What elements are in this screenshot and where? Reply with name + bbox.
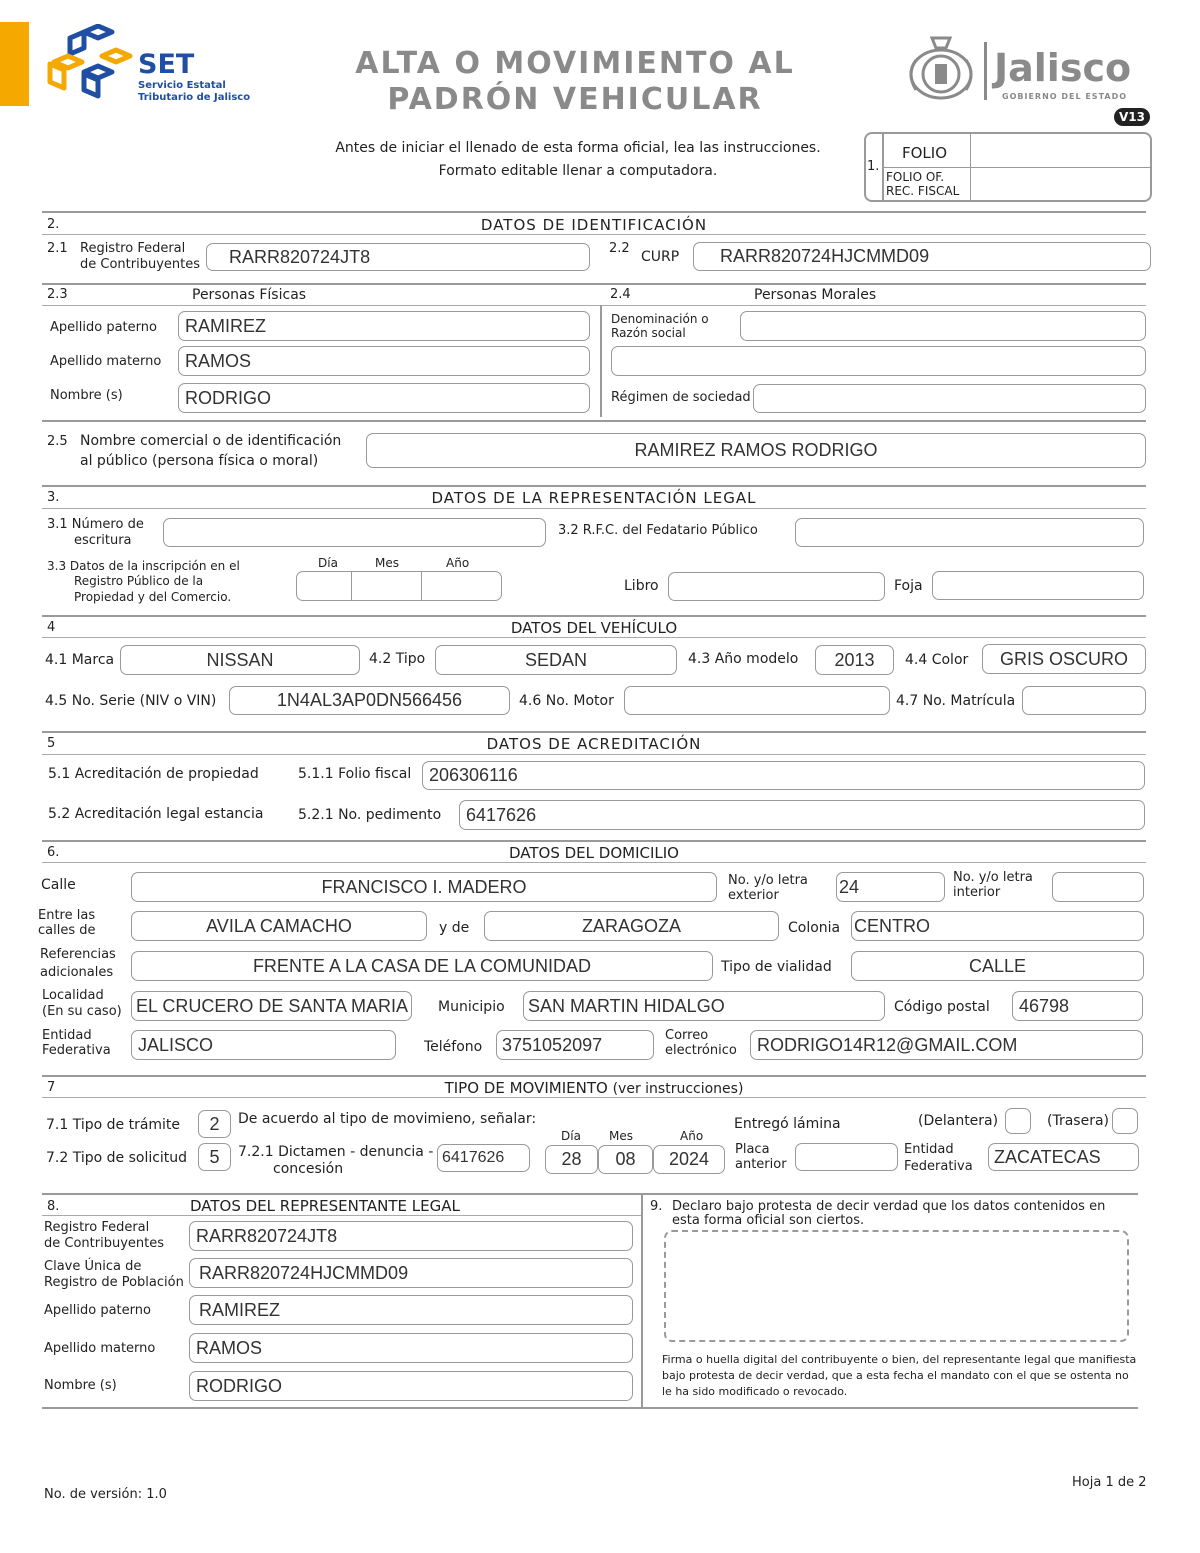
entidad-label-1: Entidad <box>42 1028 92 1043</box>
jalisco-crest-icon <box>902 30 980 106</box>
apellido-paterno-field[interactable]: RAMIREZ <box>178 311 590 341</box>
marca-field[interactable]: NISSAN <box>120 645 360 675</box>
rfc-number: 2.1 <box>47 241 68 256</box>
section-2-rule <box>42 211 1146 213</box>
regimen-field[interactable] <box>753 384 1146 413</box>
rep-apellido-paterno-field[interactable]: RAMIREZ <box>189 1295 633 1325</box>
movimiento-mes-field[interactable]: 08 <box>598 1145 653 1174</box>
libro-field[interactable] <box>668 572 885 601</box>
movimiento-anio-label: Año <box>680 1129 704 1143</box>
acreditacion-propiedad-label: 5.1 Acreditación de propiedad <box>48 766 259 782</box>
rfc-label-1: Registro Federal <box>80 241 186 256</box>
localidad-label-2: (En su caso) <box>42 1004 122 1019</box>
vialidad-field[interactable]: CALLE <box>851 951 1144 981</box>
rep-apellido-materno-label: Apellido materno <box>44 1341 156 1356</box>
telefono-label: Teléfono <box>424 1039 483 1055</box>
acreditacion-estancia-label: 5.2 Acreditación legal estancia <box>48 806 264 822</box>
section-9-number: 9. <box>650 1199 663 1214</box>
exterior-label-1: No. y/o letra <box>728 873 808 888</box>
delantera-checkbox[interactable] <box>1005 1108 1031 1134</box>
personas-fisicas-number: 2.3 <box>47 287 68 302</box>
rep-apellido-materno-field[interactable]: RAMOS <box>189 1333 633 1363</box>
tipo-solicitud-label: 7.2 Tipo de solicitud <box>46 1150 188 1166</box>
folio-input[interactable] <box>972 135 1148 166</box>
placa-label-2: anterior <box>735 1157 787 1172</box>
serie-field[interactable]: 1N4AL3AP0DN566456 <box>229 686 510 715</box>
movimiento-dia-label: Día <box>561 1129 581 1143</box>
nombre-label: Nombre (s) <box>50 388 123 403</box>
foja-label: Foja <box>894 578 923 594</box>
version-number: No. de versión: 1.0 <box>44 1487 167 1502</box>
section-8-number: 8. <box>47 1199 60 1214</box>
rfc-field[interactable]: RARR820724JT8 <box>206 243 590 271</box>
inscripcion-label-2: Registro Público de la <box>74 574 204 588</box>
entre-label-1: Entre las <box>38 908 96 923</box>
tipo-label: 4.2 Tipo <box>369 651 426 667</box>
libro-label: Libro <box>624 578 659 594</box>
section-8-title: DATOS DEL REPRESENTANTE LEGAL <box>190 1197 460 1215</box>
rep-rfc-label-1: Registro Federal <box>44 1220 150 1235</box>
motor-label: 4.6 No. Motor <box>519 693 614 709</box>
personas-fisicas-title: Personas Físicas <box>192 287 307 303</box>
section-7-title-wrap <box>42 1079 1146 1097</box>
pedimento-field[interactable]: 6417626 <box>459 800 1145 830</box>
interior-label-2: interior <box>953 885 1001 900</box>
rep-curp-label-2: Registro de Población <box>44 1275 184 1290</box>
instructions-line-1: Antes de iniciar el llenado de esta forma oficial, lea las instrucciones. <box>335 140 821 156</box>
section-5-title: DATOS DE ACREDITACIÓN <box>486 735 702 753</box>
folio-label: FOLIO <box>902 144 948 162</box>
interior-label-1: No. y/o letra <box>953 870 1033 885</box>
delantera-label: (Delantera) <box>918 1113 999 1129</box>
personas-morales-title: Personas Morales <box>754 287 877 303</box>
exterior-label-2: exterior <box>728 888 779 903</box>
section-7-number: 7 <box>47 1080 56 1095</box>
numero-escritura-field[interactable] <box>163 518 546 547</box>
correo-label-2: electrónico <box>665 1043 737 1058</box>
matricula-field[interactable] <box>1022 686 1146 715</box>
entidad-placa-field[interactable]: ZACATECAS <box>988 1143 1139 1171</box>
movimiento-mes-label: Mes <box>609 1129 633 1143</box>
tipo-solicitud-field[interactable]: 5 <box>198 1143 231 1171</box>
set-subtitle-2: Tributario de Jalisco <box>138 92 251 103</box>
section-3-number: 3. <box>47 490 60 505</box>
jalisco-logo <box>902 30 1142 110</box>
trasera-label: (Trasera) <box>1047 1113 1109 1129</box>
rep-nombre-field[interactable]: RODRIGO <box>189 1371 633 1401</box>
rep-curp-field[interactable]: RARR820724HJCMMD09 <box>189 1258 633 1288</box>
tipo-tramite-field[interactable]: 2 <box>198 1110 231 1138</box>
folio-fiscal-field[interactable]: 206306116 <box>422 761 1145 790</box>
comercial-label-2: al público (persona física o moral) <box>80 453 319 469</box>
curp-number: 2.2 <box>609 241 630 256</box>
jalisco-name: Jalisco <box>994 46 1132 90</box>
regimen-label: Régimen de sociedad <box>611 390 751 405</box>
calle-label: Calle <box>41 877 76 893</box>
rep-rfc-label-2: de Contribuyentes <box>44 1236 164 1251</box>
placa-anterior-field[interactable] <box>795 1143 898 1171</box>
section-3-title: DATOS DE LA REPRESENTACIÓN LEGAL <box>431 489 757 507</box>
municipio-field[interactable]: SAN MARTIN HIDALGO <box>523 991 885 1021</box>
escritura-label-2: escritura <box>74 533 132 548</box>
section-4-title: DATOS DEL VEHÍCULO <box>510 619 678 637</box>
folio-of-label-2: REC. FISCAL <box>886 184 960 198</box>
localidad-label-1: Localidad <box>42 988 104 1003</box>
color-label: 4.4 Color <box>905 652 969 668</box>
section-2-title: DATOS DE IDENTIFICACIÓN <box>480 216 708 234</box>
telefono-field[interactable]: 3751052097 <box>496 1030 654 1060</box>
denominacion-label-1: Denominación o <box>611 312 709 326</box>
instructions-line-2: Formato editable llenar a computadora. <box>438 163 718 179</box>
codigo-postal-label: Código postal <box>894 999 990 1015</box>
folio-fiscal-label: 5.1.1 Folio fiscal <box>298 766 412 782</box>
set-logo <box>44 24 274 114</box>
declaro-line-1: Declaro bajo protesta de decir verdad que los datos contenidos en <box>672 1199 1106 1214</box>
inscripcion-date-field[interactable] <box>296 571 502 601</box>
denominacion-label-2: Razón social <box>611 326 686 340</box>
acuerdo-label: De acuerdo al tipo de movimieno, señalar: <box>238 1111 537 1127</box>
motor-field[interactable] <box>624 686 890 715</box>
form-title-line-2: PADRÓN VEHICULAR <box>387 82 763 117</box>
set-name: SET <box>138 49 195 80</box>
foja-field[interactable] <box>932 571 1144 600</box>
section-2-number: 2. <box>47 217 60 232</box>
tipo-tramite-label: 7.1 Tipo de trámite <box>46 1117 181 1133</box>
firma-note: Firma o huella digital del contribuyente o bien, del representante legal que manifiesta bajo protesta de decir verdad, que a esta fecha el mandato con el que se ostenta no le ha sido modificado o revocado. <box>662 1353 1137 1398</box>
rfc-fedatario-label: 3.2 R.F.C. del Fedatario Público <box>558 523 758 538</box>
entidad-placa-label-2: Federativa <box>904 1159 973 1174</box>
dictamen-label-1: 7.2.1 Dictamen - denuncia - <box>238 1144 434 1160</box>
folio-of-input[interactable] <box>972 169 1148 199</box>
comercial-label-1: Nombre comercial o de identificación <box>80 433 342 449</box>
nombre-field[interactable]: RODRIGO <box>178 383 590 413</box>
rep-curp-label-1: Clave Única de <box>44 1259 142 1274</box>
lamina-label: Entregó lámina <box>734 1116 841 1132</box>
municipio-label: Municipio <box>438 999 505 1015</box>
entre-calle-1-field[interactable]: AVILA CAMACHO <box>131 911 427 941</box>
referencias-field[interactable]: FRENTE A LA CASA DE LA COMUNIDAD <box>131 951 713 981</box>
color-field[interactable]: GRIS OSCURO <box>982 644 1146 674</box>
jalisco-subtitle: GOBIERNO DEL ESTADO <box>1002 92 1128 101</box>
comercial-number: 2.5 <box>47 434 68 449</box>
pedimento-label: 5.2.1 No. pedimento <box>298 807 442 823</box>
inscripcion-anio-label: Año <box>446 556 470 570</box>
movimiento-dia-field[interactable]: 28 <box>545 1145 598 1174</box>
folio-number: 1. <box>867 159 880 174</box>
inscripcion-mes-label: Mes <box>375 556 399 570</box>
correo-label-1: Correo <box>665 1028 709 1043</box>
rep-apellido-paterno-label: Apellido paterno <box>44 1303 151 1318</box>
folio-of-label-1: FOLIO OF. <box>886 170 945 184</box>
section-6-number: 6. <box>47 845 60 860</box>
correo-field[interactable]: RODRIGO14R12@GMAIL.COM <box>750 1030 1143 1060</box>
entidad-field[interactable]: JALISCO <box>131 1030 396 1060</box>
section-7-title-note: (ver instrucciones) <box>612 1081 744 1097</box>
y-de-label: y de <box>439 920 470 936</box>
set-subtitle-1: Servicio Estatal <box>138 80 226 91</box>
curp-field[interactable]: RARR820724HJCMMD09 <box>693 242 1151 271</box>
anio-modelo-label: 4.3 Año modelo <box>688 651 799 667</box>
version-badge: V13 <box>1114 108 1150 126</box>
dictamen-field[interactable]: 6417626 <box>437 1144 530 1172</box>
trasera-checkbox[interactable] <box>1112 1108 1138 1134</box>
apellido-materno-field[interactable]: RAMOS <box>178 346 590 376</box>
personas-morales-number: 2.4 <box>610 287 631 302</box>
entre-calle-2-field[interactable]: ZARAGOZA <box>484 911 779 941</box>
rfc-label-2: de Contribuyentes <box>80 257 200 272</box>
localidad-field[interactable]: EL CRUCERO DE SANTA MARIA <box>131 991 412 1021</box>
rep-nombre-label: Nombre (s) <box>44 1378 117 1393</box>
page-number: Hoja 1 de 2 <box>1072 1475 1147 1490</box>
apellido-materno-label: Apellido materno <box>50 354 162 369</box>
entidad-label-2: Federativa <box>42 1043 111 1058</box>
colonia-label: Colonia <box>788 920 841 936</box>
form-title-line-1: ALTA O MOVIMIENTO AL <box>355 46 795 81</box>
nombre-comercial-field[interactable]: RAMIREZ RAMOS RODRIGO <box>366 433 1146 468</box>
accent-bar <box>0 22 29 106</box>
dictamen-label-2: concesión <box>273 1161 344 1177</box>
section-4-number: 4 <box>47 620 56 635</box>
colonia-field[interactable]: CENTRO <box>851 911 1144 941</box>
matricula-label: 4.7 No. Matrícula <box>896 693 1016 709</box>
set-cubes-icon <box>44 24 139 109</box>
rfc-fedatario-field[interactable] <box>795 518 1144 547</box>
marca-label: 4.1 Marca <box>45 652 115 668</box>
tipo-field[interactable]: SEDAN <box>435 645 677 675</box>
inscripcion-label-1: 3.3 Datos de la inscripción en el <box>47 559 240 573</box>
escritura-label-1: 3.1 Número de <box>47 517 144 532</box>
anio-modelo-field[interactable]: 2013 <box>815 645 894 675</box>
movimiento-anio-field[interactable]: 2024 <box>653 1145 725 1174</box>
rep-rfc-field[interactable]: RARR820724JT8 <box>189 1221 633 1251</box>
inscripcion-label-3: Propiedad y del Comercio. <box>74 590 232 604</box>
signature-area[interactable] <box>664 1230 1129 1342</box>
denominacion-field[interactable] <box>740 311 1146 341</box>
vialidad-label: Tipo de vialidad <box>721 959 832 975</box>
section-7-title: TIPO DE MOVIMIENTO <box>444 1079 608 1097</box>
serie-label: 4.5 No. Serie (NIV o VIN) <box>45 693 217 709</box>
codigo-postal-field[interactable]: 46798 <box>1012 991 1143 1021</box>
placa-label-1: Placa <box>735 1142 770 1157</box>
denominacion-field-2[interactable] <box>611 346 1146 376</box>
apellido-paterno-label: Apellido paterno <box>50 320 157 335</box>
exterior-field[interactable]: 24 <box>836 872 945 902</box>
referencias-label-2: adicionales <box>40 965 114 980</box>
entidad-placa-label-1: Entidad <box>904 1142 954 1157</box>
inscripcion-dia-label: Día <box>318 556 338 570</box>
declaro-line-2: esta forma oficial son ciertos. <box>672 1213 865 1228</box>
interior-field[interactable] <box>1052 872 1144 902</box>
curp-label: CURP <box>641 249 680 265</box>
calle-field[interactable]: FRANCISCO I. MADERO <box>131 872 717 902</box>
entre-label-2: calles de <box>38 923 96 938</box>
section-5-number: 5 <box>47 736 56 751</box>
folio-box <box>864 132 1152 202</box>
section-6-title: DATOS DEL DOMICILIO <box>508 844 679 862</box>
referencias-label-1: Referencias <box>40 947 116 962</box>
